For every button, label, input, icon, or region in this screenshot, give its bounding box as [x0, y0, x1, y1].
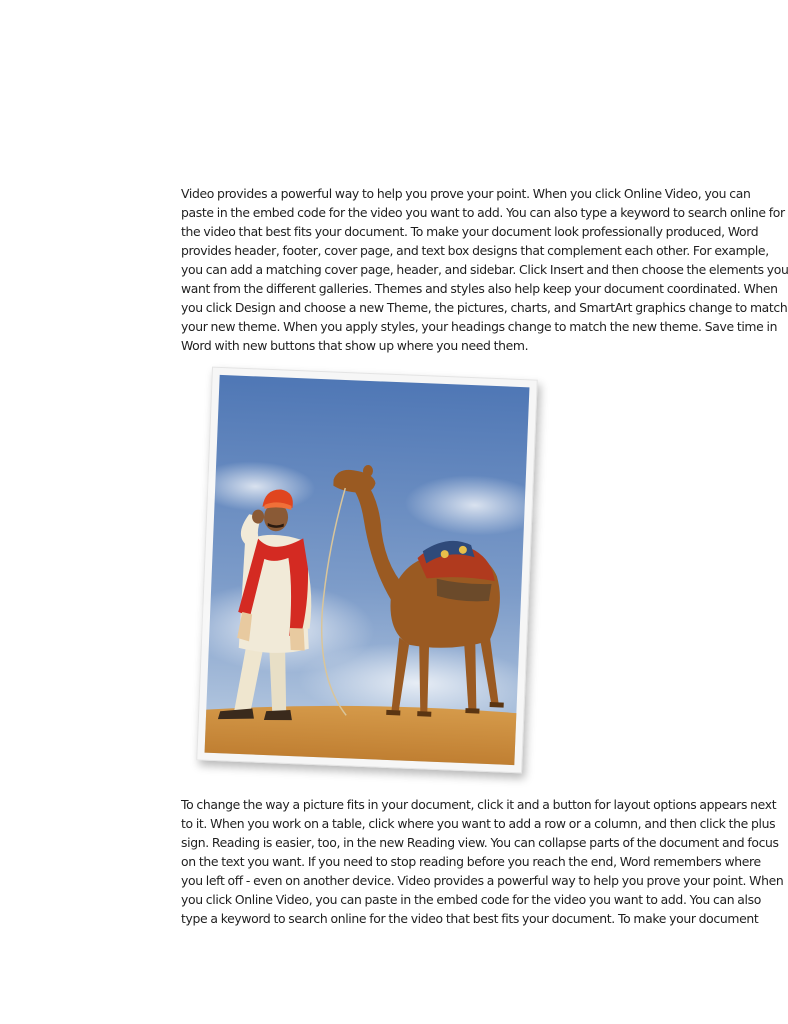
text-line: Video provides a powerful way to help you prove your point. When you click Online Video, you can [181, 186, 751, 201]
camel-photo-illustration [205, 375, 530, 765]
text-line: you can add a matching cover page, header, and sidebar. Click Insert and then choose the elements you [181, 262, 788, 277]
text-line: you click Design and choose a new Theme, the pictures, charts, and SmartArt graphics change to match [181, 300, 788, 315]
text-line: paste in the embed code for the video you want to add. You can also type a keyword to search online for [181, 205, 785, 220]
camel-photo[interactable] [205, 375, 530, 765]
text-line: on the text you want. If you need to stop reading before you reach the end, Word remembers where [181, 854, 761, 869]
body-paragraph-top [181, 184, 788, 355]
text-line: To change the way a picture fits in your document, click it and a button for layout options appears next [181, 797, 777, 812]
text-line: want from the different galleries. Themes and styles also help keep your document coordinated. When [181, 281, 778, 296]
text-line: your new theme. When you apply styles, your headings change to match the new theme. Save time in [181, 319, 778, 334]
text-line: to it. When you work on a table, click where you want to add a row or a column, and then click the plus [181, 816, 776, 831]
text-line: you left off - even on another device. Video provides a powerful way to help you prove your point. When [181, 873, 784, 888]
text-line: Word with new buttons that show up where you need them. [181, 338, 529, 353]
text-line: provides header, footer, cover page, and text box designs that complement each other. For example, [181, 243, 769, 258]
text-line: the video that best fits your document. To make your document look professionally produced, Word [181, 224, 759, 239]
text-line: type a keyword to search online for the video that best fits your document. To make your document [181, 911, 759, 926]
text-line: sign. Reading is easier, too, in the new Reading view. You can collapse parts of the document and focus [181, 835, 779, 850]
text-line: you click Online Video, you can paste in the embed code for the video you want to add. You can also [181, 892, 761, 907]
body-paragraph-bottom [181, 795, 784, 926]
photo-frame[interactable] [196, 367, 538, 774]
